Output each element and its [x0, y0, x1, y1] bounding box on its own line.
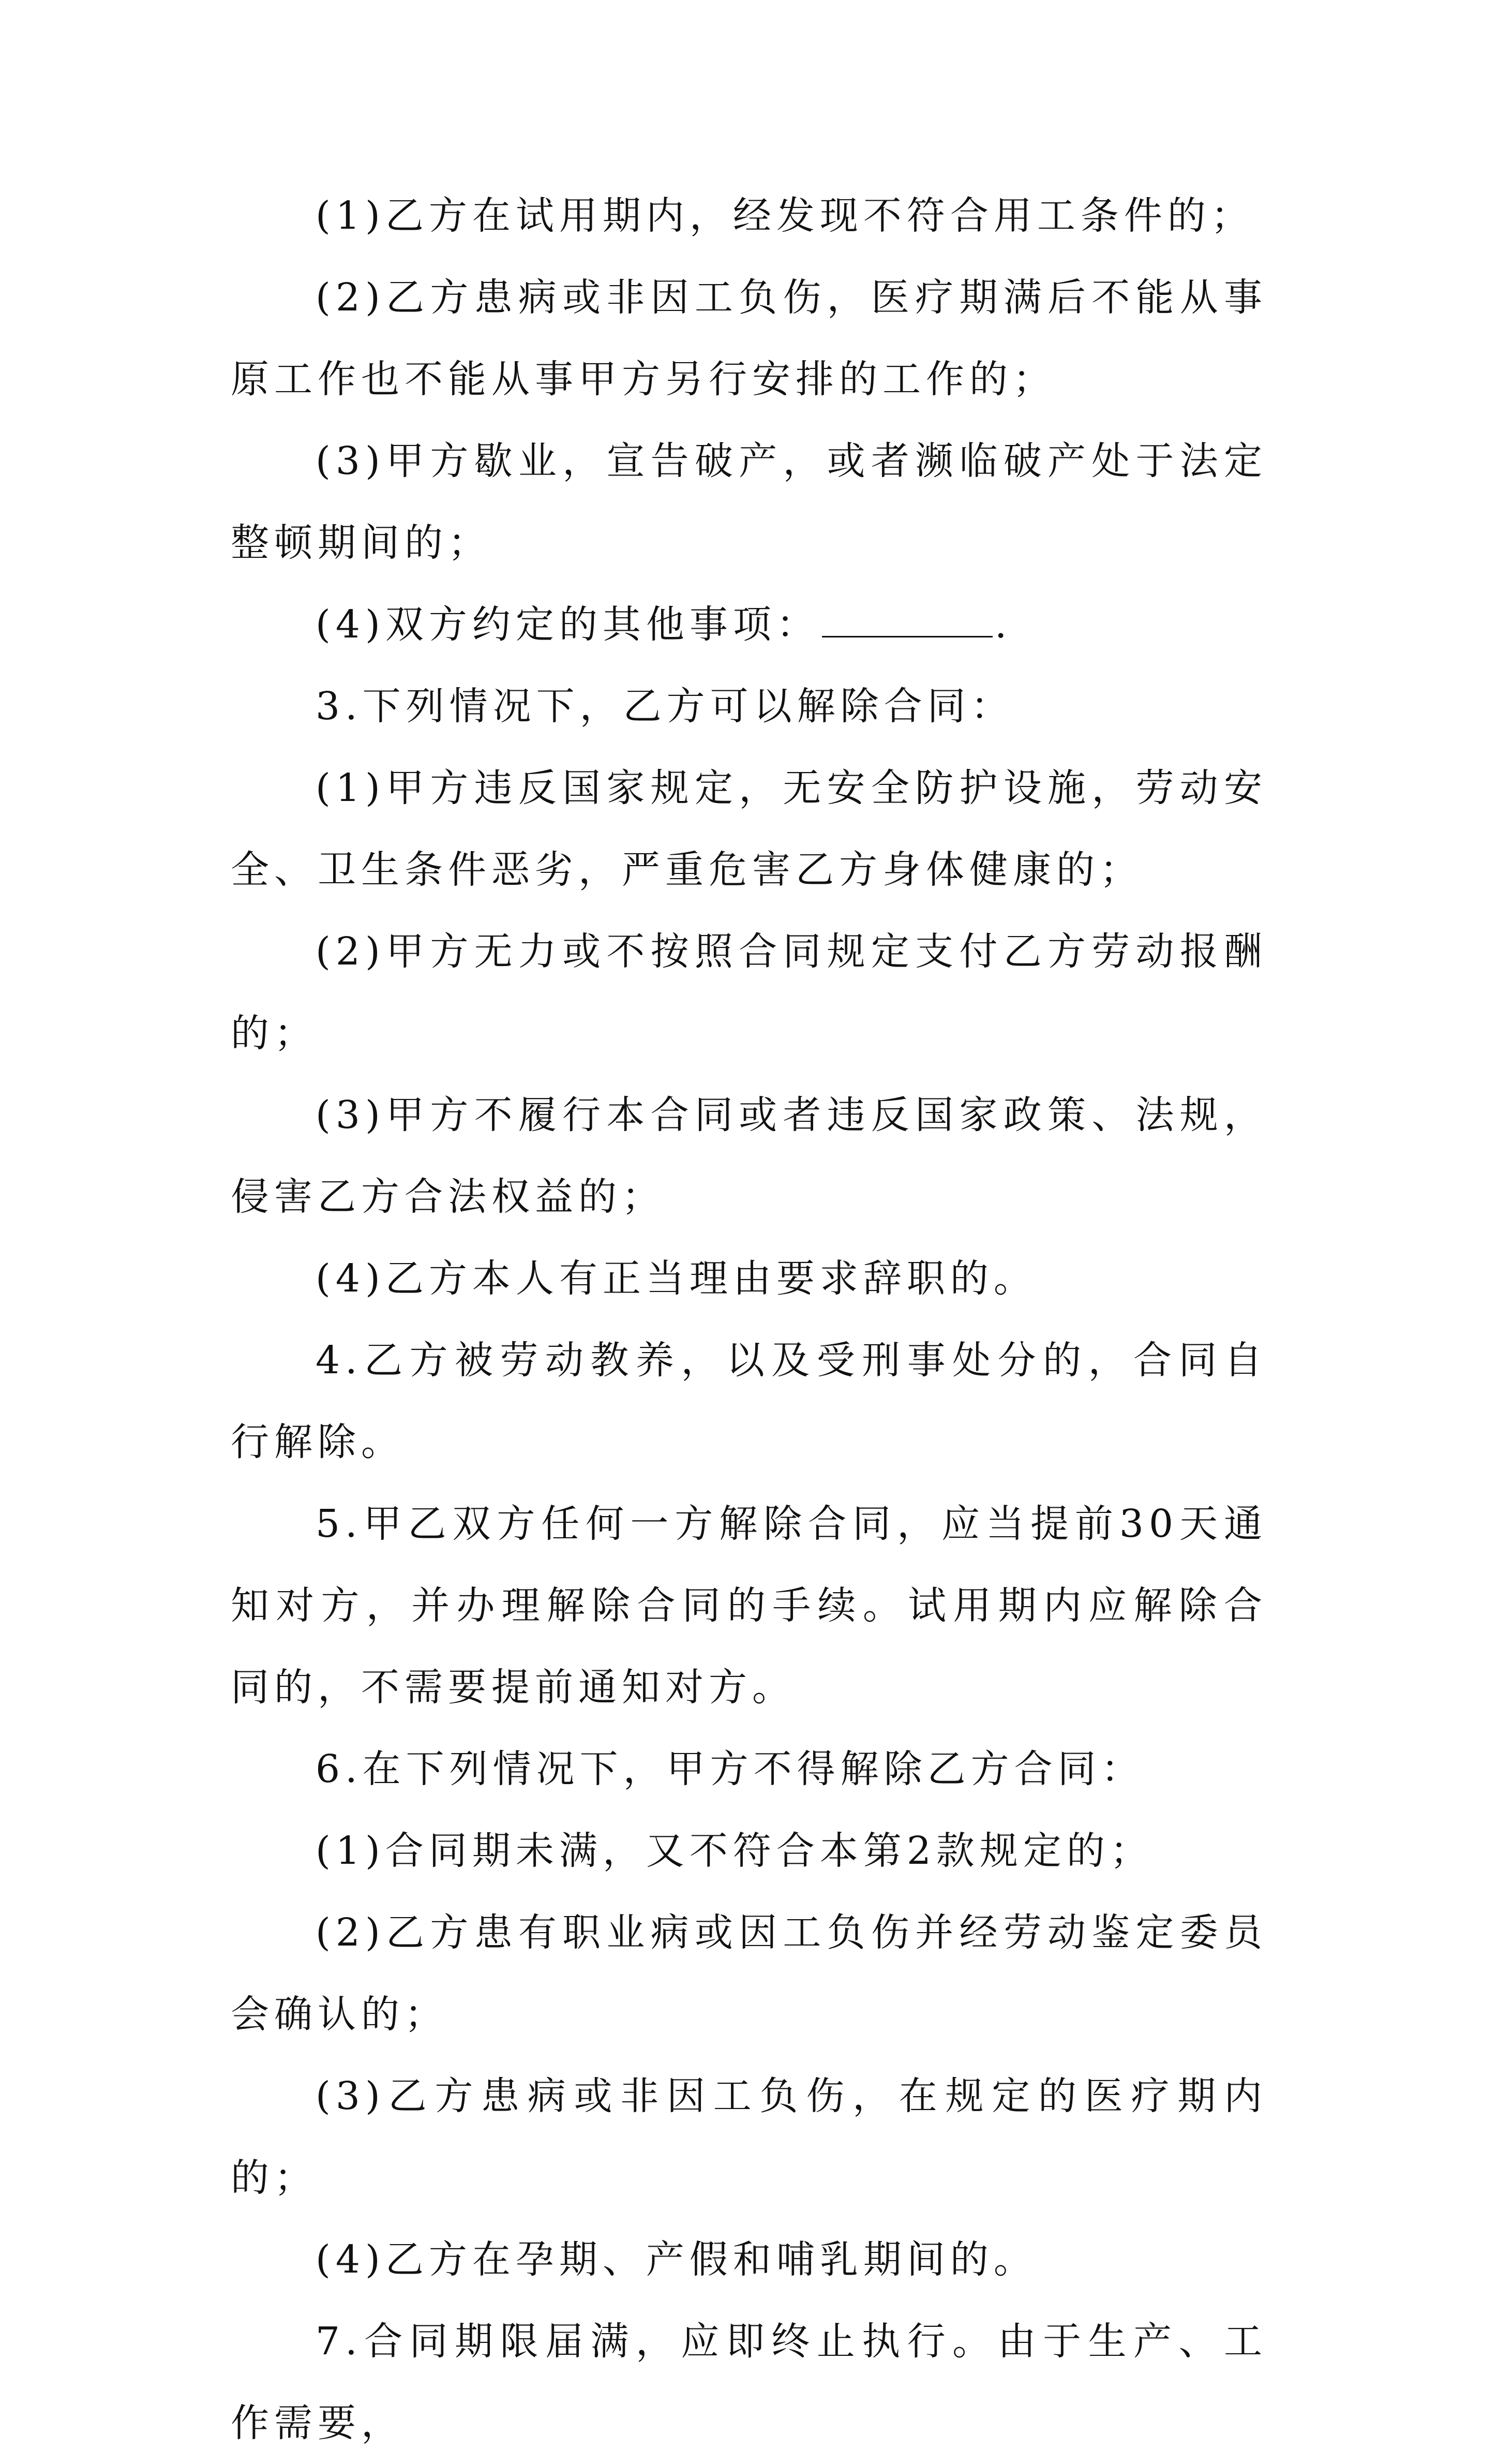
- clause-6-item-3: (3)乙方患病或非因工负伤，在规定的医疗期内的；: [231, 2074, 1267, 2200]
- clause-6-heading: 6.在下列情况下，甲方不得解除乙方合同：: [316, 1747, 1145, 1791]
- clause-1-item-2: (2)乙方患病或非因工负伤，医疗期满后不能从事原工作也不能从事甲方另行安排的工作的；: [231, 275, 1267, 402]
- clause-6-item-1: (1)合同期未满，又不符合本第2款规定的；: [316, 1829, 1154, 1873]
- clause-1-item-3: (3)甲方歇业，宣告破产，或者濒临破产处于法定整顿期间的；: [231, 439, 1267, 565]
- clause-4: 4.乙方被劳动教养，以及受刑事处分的，合同自行解除。: [231, 1338, 1267, 1464]
- clause-1-item-4: [231, 584, 1267, 665]
- clause-6-item-2: (2)乙方患有职业病或因工负伤并经劳动鉴定委员会确认的；: [231, 1910, 1267, 2037]
- clause-1-item-4-end: .: [994, 602, 1012, 647]
- clause-3-item-3: (3)甲方不履行本合同或者违反国家政策、法规，侵害乙方合法权益的；: [231, 1093, 1267, 1219]
- clause-3-heading: 3.下列情况下，乙方可以解除合同：: [316, 684, 1014, 729]
- clause-3-item-2: (2)甲方无力或不按照合同规定支付乙方劳动报酬的；: [231, 929, 1267, 1056]
- clause-5: 5.甲乙双方任何一方解除合同，应当提前30天通知对方，并办理解除合同的手续。试用期内应解除合同的，不需要提前通知对方。: [231, 1502, 1267, 1710]
- document-body: [231, 175, 1267, 2464]
- fill-in-blank[interactable]: [822, 605, 993, 637]
- clause-3-item-4: (4)乙方本人有正当理由要求辞职的。: [316, 1256, 1037, 1301]
- clause-6-item-4: (4)乙方在孕期、产假和哺乳期间的。: [316, 2237, 1037, 2282]
- clause-7: 7.合同期限届满，应即终止执行。由于生产、工作需要，: [231, 2319, 1267, 2445]
- clause-1-item-4-text: (4)双方约定的其他事项：: [316, 602, 820, 647]
- clause-1-item-1: (1)乙方在试用期内，经发现不符合用工条件的；: [316, 194, 1254, 238]
- clause-3-item-1: (1)甲方违反国家规定，无安全防护设施，劳动安全、卫生条件恶劣，严重危害乙方身体健康的；: [231, 766, 1267, 892]
